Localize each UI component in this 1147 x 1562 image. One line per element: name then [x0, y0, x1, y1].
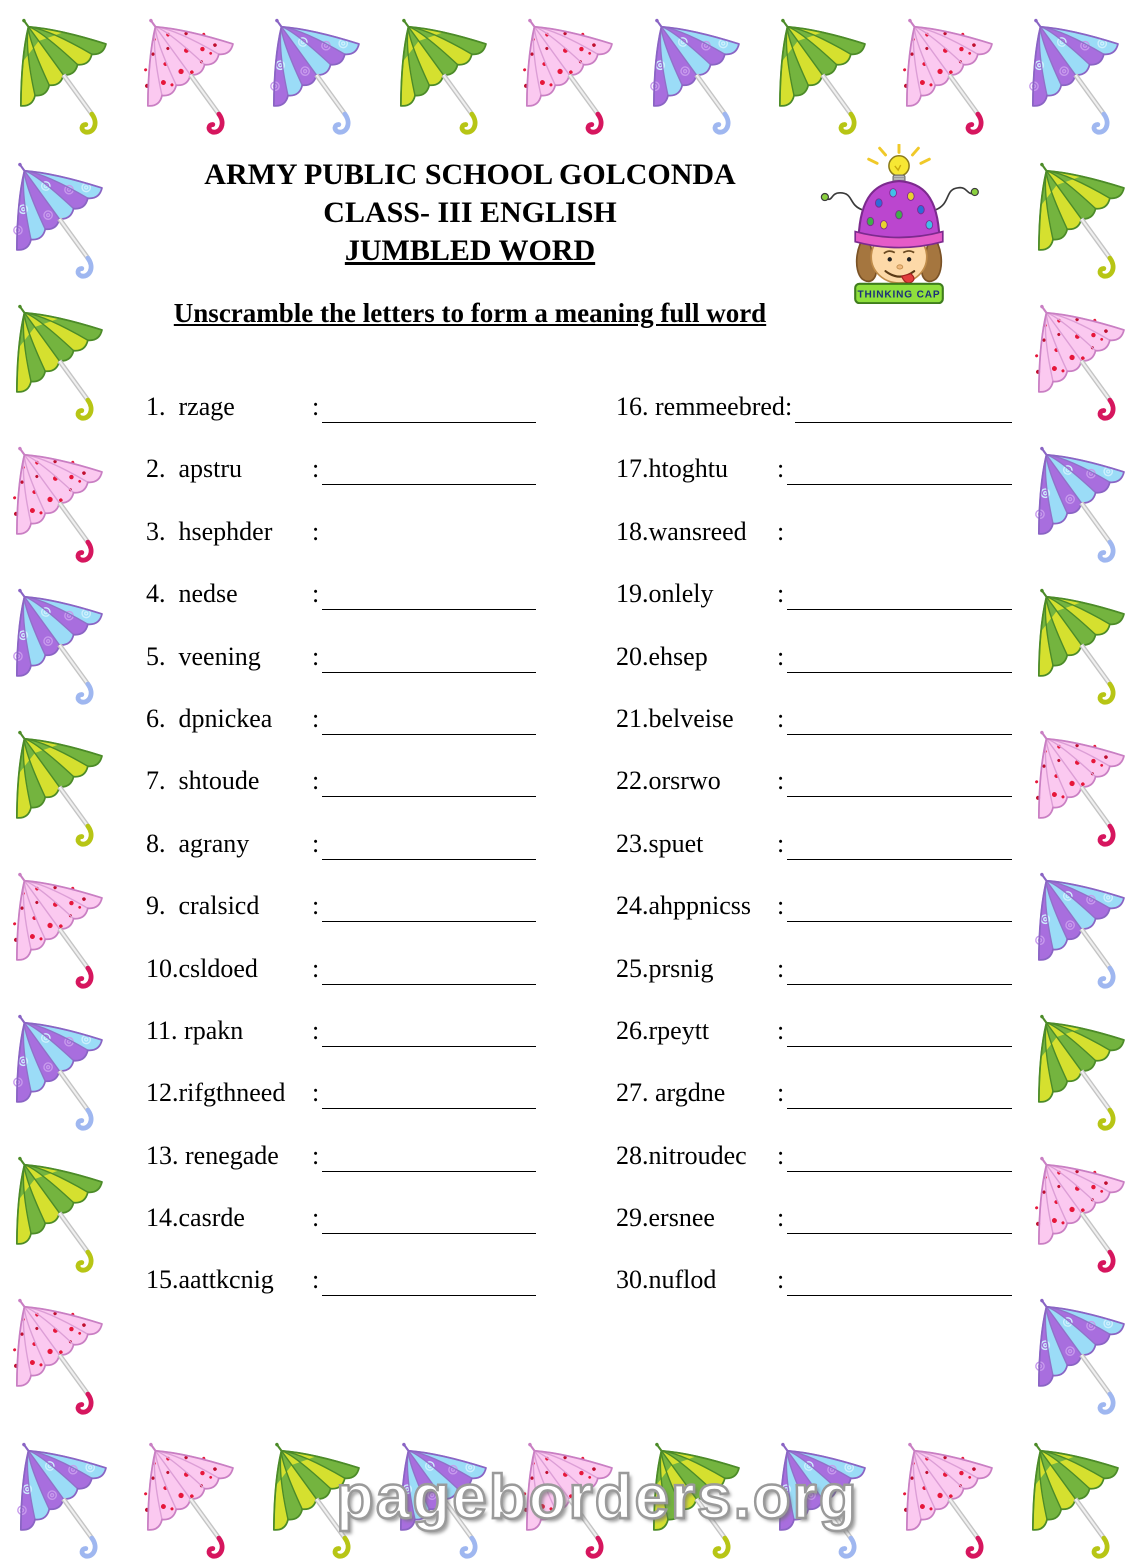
item-colon: :: [312, 392, 320, 421]
umbrella-green-icon: [767, 4, 883, 139]
umbrella-purple-icon: [4, 1000, 120, 1135]
thinking-cap-icon: [813, 144, 985, 304]
list-item: [616, 640, 1012, 702]
item-label: 20.ehsep: [616, 641, 708, 671]
list-item: [616, 827, 1012, 889]
item-colon: :: [777, 641, 785, 671]
answer-line: [787, 889, 1012, 922]
list-item: [616, 1263, 1012, 1325]
item-label: 17.htoghtu: [616, 454, 728, 484]
list-item: [616, 702, 1012, 764]
jumbled-word-list-left: [146, 390, 536, 1326]
umbrella-green-icon: [4, 290, 120, 425]
item-label: 18.wansreed: [616, 516, 747, 546]
item-colon: :: [312, 516, 320, 546]
umbrella-green-icon: [4, 716, 120, 851]
answer-line: [322, 577, 536, 610]
item-label: 26.rpeytt: [616, 1015, 710, 1045]
list-item: [616, 515, 1012, 577]
list-item: [616, 390, 1012, 452]
list-item: [146, 1014, 536, 1076]
page-title: [145, 156, 795, 270]
item-colon: :: [777, 1015, 785, 1045]
list-item: [616, 1201, 1012, 1263]
list-item: [616, 889, 1012, 951]
umbrella-purple-icon: [4, 574, 120, 709]
list-item: [146, 390, 536, 452]
umbrella-pink-icon: [1026, 1142, 1142, 1277]
answer-line: [787, 1263, 1012, 1296]
answer-line: [787, 702, 1012, 735]
list-item: [146, 1201, 536, 1263]
answer-line: [322, 1201, 536, 1234]
umbrella-purple-icon: [641, 4, 757, 139]
item-colon: :: [777, 1140, 785, 1170]
item-colon: :: [312, 454, 320, 484]
list-item: [146, 1263, 536, 1325]
item-label: 11. rpakn: [146, 1015, 244, 1045]
answer-line: [787, 452, 1012, 485]
umbrella-pink-icon: [1026, 290, 1142, 425]
item-colon: :: [312, 1140, 320, 1170]
list-item: [616, 1014, 1012, 1076]
item-label: 3. hsephder: [146, 516, 273, 546]
umbrella-pink-icon: [135, 1428, 251, 1562]
umbrella-green-icon: [1026, 1000, 1142, 1135]
umbrella-purple-icon: [8, 1428, 124, 1562]
answer-line: [787, 640, 1012, 673]
watermark-text: pageborders.org: [336, 1463, 859, 1532]
answer-line: [787, 577, 1012, 610]
list-item: [616, 577, 1012, 639]
item-colon: :: [777, 891, 785, 921]
answer-line: [322, 764, 536, 797]
answer-line: [787, 1076, 1012, 1109]
item-colon: :: [312, 1015, 320, 1045]
umbrella-pink-icon: [894, 4, 1010, 139]
item-colon: :: [312, 1203, 320, 1233]
item-colon: :: [777, 766, 785, 796]
answer-line: [787, 764, 1012, 797]
item-label: 14.casrde: [146, 1203, 245, 1233]
item-colon: :: [777, 454, 785, 484]
umbrella-green-icon: [1026, 574, 1142, 709]
umbrella-purple-icon: [4, 148, 120, 283]
umbrella-pink-icon: [4, 432, 120, 567]
item-label: 15.aattkcnig: [146, 1265, 274, 1295]
umbrella-green-icon: [8, 4, 124, 139]
item-label: 29.ersnee: [616, 1203, 715, 1233]
item-label: 12.rifgthneed: [146, 1078, 286, 1108]
item-label: 28.nitroudec: [616, 1140, 747, 1170]
item-colon: :: [312, 579, 320, 609]
answer-line: [322, 390, 536, 423]
umbrella-purple-icon: [1026, 1284, 1142, 1419]
item-label: 13. renegade: [146, 1140, 279, 1170]
list-item: [146, 452, 536, 514]
answer-line: [787, 827, 1012, 860]
item-label: 7. shtoude: [146, 766, 260, 796]
answer-line: [787, 1139, 1012, 1172]
answer-line: [322, 952, 536, 985]
item-label: 25.prsnig: [616, 953, 714, 983]
answer-line: [322, 452, 536, 485]
umbrella-purple-icon: [1026, 432, 1142, 567]
list-item: [146, 1139, 536, 1201]
item-label: 9. cralsicd: [146, 891, 260, 921]
item-colon: :: [777, 703, 785, 733]
item-colon: :: [777, 516, 785, 546]
answer-line: [795, 390, 1012, 423]
list-item: [146, 640, 536, 702]
item-colon: :: [777, 579, 785, 609]
title-school: ARMY PUBLIC SCHOOL GOLCONDA: [204, 158, 736, 191]
item-colon: :: [312, 703, 320, 733]
answer-line: [322, 827, 536, 860]
item-colon: :: [312, 1078, 320, 1108]
list-item: [616, 952, 1012, 1014]
answer-line: [787, 1201, 1012, 1234]
item-label: 1. rzage: [146, 392, 235, 421]
item-label: 6. dpnickea: [146, 703, 273, 733]
thinking-cap-banner-label: THINKING CAP: [857, 289, 941, 301]
answer-line: [322, 640, 536, 673]
instruction-text: Unscramble the letters to form a meaning full word: [173, 298, 767, 328]
answer-line: [322, 702, 536, 735]
item-colon: :: [784, 392, 793, 421]
answer-line: [322, 1014, 536, 1047]
item-colon: :: [777, 1265, 785, 1295]
item-label: 21.belveise: [616, 703, 734, 733]
item-colon: :: [312, 891, 320, 921]
umbrella-purple-icon: [1020, 4, 1136, 139]
item-colon: :: [312, 828, 320, 858]
umbrella-pink-icon: [135, 4, 251, 139]
item-label: 2. apstru: [146, 454, 243, 484]
list-item: [146, 515, 536, 577]
umbrella-pink-icon: [514, 4, 630, 139]
item-label: 10.csldoed: [146, 953, 258, 983]
item-label: 22.orsrwo: [616, 766, 721, 796]
item-label: 4. nedse: [146, 579, 238, 609]
answer-line: [787, 1014, 1012, 1047]
umbrella-green-icon: [388, 4, 504, 139]
list-item: [616, 1139, 1012, 1201]
list-item: [146, 889, 536, 951]
umbrella-pink-icon: [1026, 716, 1142, 851]
list-item: [146, 952, 536, 1014]
umbrella-green-icon: [1026, 148, 1142, 283]
answer-line: [322, 1263, 536, 1296]
list-item: [616, 764, 1012, 826]
item-colon: :: [777, 1078, 785, 1108]
answer-line: [322, 1139, 536, 1172]
item-colon: :: [777, 1203, 785, 1233]
item-colon: :: [312, 953, 320, 983]
list-item: [616, 1076, 1012, 1138]
item-label: 19.onlely: [616, 579, 714, 609]
item-label: 24.ahppnicss: [616, 891, 752, 921]
list-item: [146, 702, 536, 764]
jumbled-word-list-right: [616, 390, 1012, 1326]
umbrella-purple-icon: [1026, 858, 1142, 993]
umbrella-green-icon: [4, 1142, 120, 1277]
title-class: CLASS- III ENGLISH: [323, 196, 617, 229]
answer-line: [322, 1076, 536, 1109]
item-label: 5. veening: [146, 641, 261, 671]
list-item: [146, 827, 536, 889]
item-label: 23.spuet: [616, 828, 704, 858]
item-colon: :: [312, 641, 320, 671]
title-topic: JUMBLED WORD: [344, 234, 596, 267]
list-item: [146, 764, 536, 826]
item-label: 8. agrany: [146, 828, 250, 858]
thinking-cap-clipart: [813, 144, 985, 304]
item-colon: :: [777, 828, 785, 858]
item-colon: :: [777, 953, 785, 983]
list-item: [146, 1076, 536, 1138]
item-label: 16. remmeebred: [616, 392, 785, 421]
umbrella-pink-icon: [4, 1284, 120, 1419]
umbrella-pink-icon: [4, 858, 120, 993]
list-item: [616, 452, 1012, 514]
item-colon: :: [312, 1265, 320, 1295]
umbrella-green-icon: [1020, 1428, 1136, 1562]
item-label: 27. argdne: [616, 1078, 726, 1108]
item-colon: :: [312, 766, 320, 796]
list-item: [146, 577, 536, 639]
umbrella-pink-icon: [894, 1428, 1010, 1562]
answer-line: [787, 952, 1012, 985]
answer-line: [322, 889, 536, 922]
item-label: 30.nuflod: [616, 1265, 717, 1295]
umbrella-purple-icon: [261, 4, 377, 139]
